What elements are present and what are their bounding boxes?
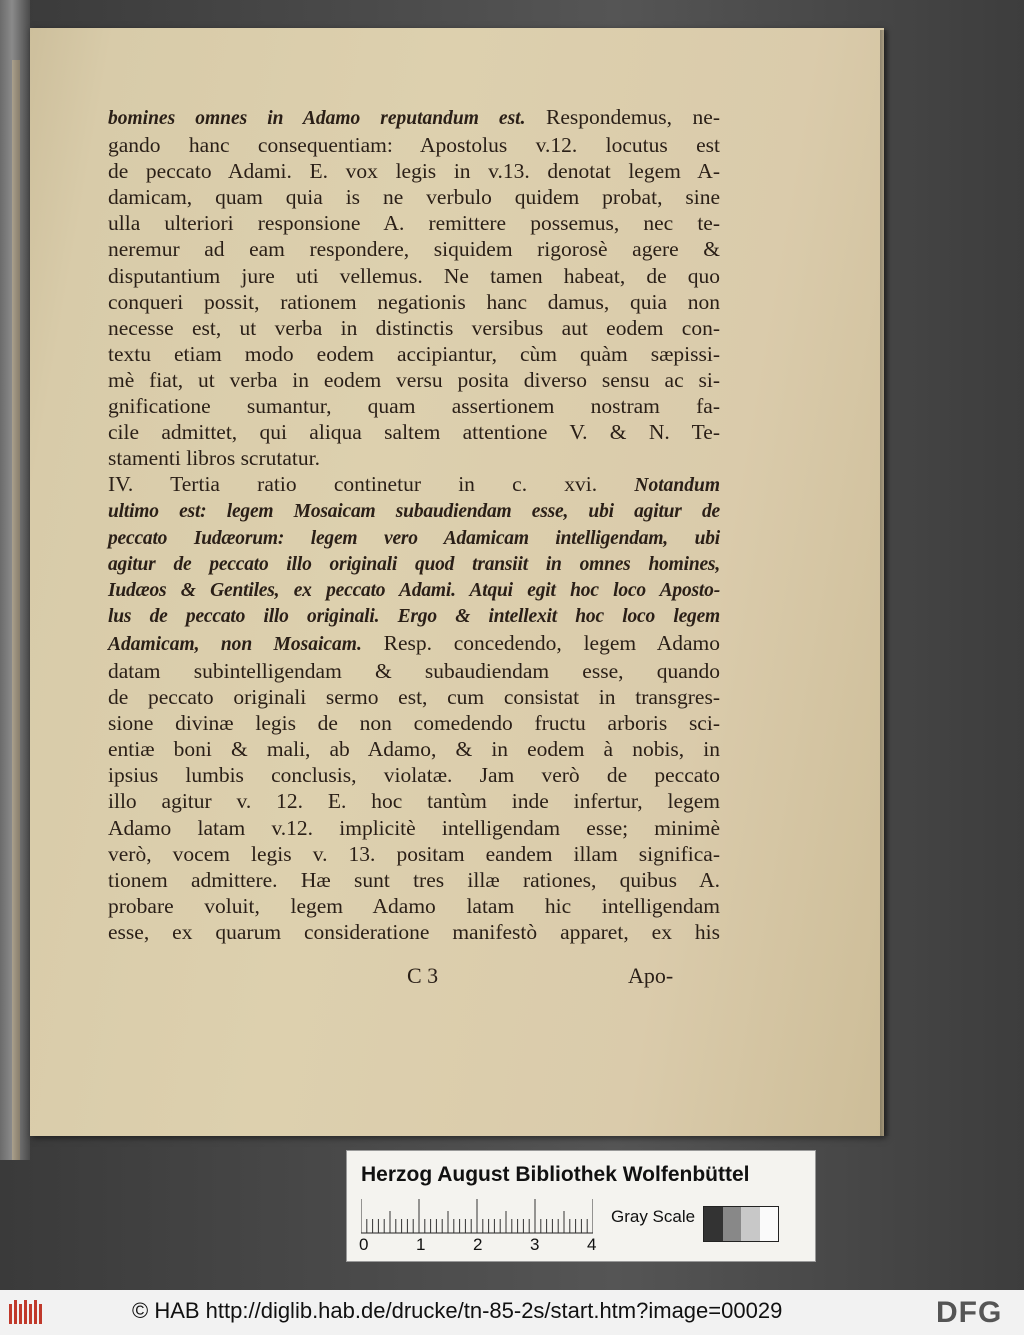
- gray-scale-swatch: [703, 1206, 779, 1242]
- page-text-block: [108, 104, 720, 945]
- text-line: [108, 471, 720, 499]
- text-line: disputantium jure uti vellemus. Ne tamen habeat, de quo: [108, 263, 720, 288]
- text-line: [108, 630, 720, 658]
- italic-segment: bomines omnes in Adamo reputandum est.: [108, 108, 526, 129]
- text-line: Iudæos & Gentiles, ex peccato Adami. Atqui egit hoc loco Aposto-: [108, 579, 720, 601]
- text-line: gando hanc consequentiam: Apostolus v.12. locutus est: [108, 133, 720, 158]
- text-line: de peccato originali sermo est, cum consistat in transgres-: [108, 685, 720, 710]
- text-line: textu etiam modo eodem accipiantur, cùm quàm sæpissi-: [108, 341, 720, 366]
- text-line: lus de peccato illo originali. Ergo & intellexit hoc loco legem: [108, 605, 720, 627]
- roman-segment: Resp. concedendo, legem Adamo: [361, 630, 720, 655]
- text-line: esse, ex quarum consideratione manifestò apparet, ex his: [108, 919, 720, 944]
- ruler-number: 0: [359, 1235, 369, 1254]
- copyright-url[interactable]: [132, 1298, 782, 1324]
- text-line: neremur ad eam respondere, siquidem rigorosè agere &: [108, 237, 720, 262]
- text-line: peccato Iudæorum: legem vero Adamicam intelligendam, ubi: [108, 527, 720, 549]
- text-line: mè fiat, ut verba in eodem versu posita diverso sensu ac si-: [108, 367, 720, 392]
- italic-segment: Notandum: [634, 475, 720, 497]
- roman-segment: Respondemus, ne-: [525, 105, 720, 129]
- text-line: Adamo latam v.12. implicitè intelligendam esse; minimè: [108, 815, 720, 840]
- text-line: agitur de peccato illo originali quod transiit in omnes homines,: [108, 553, 720, 575]
- ruler-number: 3: [530, 1235, 540, 1254]
- book-page-edge: [12, 60, 20, 1160]
- ruler-number: 1: [416, 1235, 426, 1254]
- catchword: Apo-: [628, 963, 674, 988]
- text-line: ipsius lumbis conclusis, violatæ. Jam verò de peccato: [108, 763, 720, 788]
- page-shadow: [880, 30, 890, 1136]
- text-line: damicam, quam quia is ne verbulo quidem probat, sine: [108, 185, 720, 210]
- text-line: necesse est, ut verba in distinctis versibus aut eodem con-: [108, 315, 720, 340]
- text-line: sione divinæ legis de non comedendo fructu arboris sci-: [108, 711, 720, 736]
- text-line: de peccato Adami. E. vox legis in v.13. denotat legem A-: [108, 159, 720, 184]
- text-line: tionem admittere. Hæ sunt tres illæ rationes, quibus A.: [108, 867, 720, 892]
- book-page: [30, 28, 884, 1136]
- hab-logo-icon: [8, 1298, 46, 1328]
- text-line: [108, 104, 720, 132]
- library-label-title: Herzog August Bibliothek Wolfenbüttel: [361, 1163, 750, 1186]
- text-line: stamenti libros scrutatur.: [108, 446, 320, 471]
- text-line: verò, vocem legis v. 13. positam eandem illam significa-: [108, 841, 720, 866]
- ruler-number: 4: [587, 1235, 597, 1254]
- dfg-logo: DFG: [936, 1296, 1003, 1329]
- ruler-numbers: [359, 1235, 609, 1255]
- text-line: gnificatione sumantur, quam assertionem nostram fa-: [108, 394, 720, 419]
- text-line: ulla ulteriori responsione A. remittere possemus, nec te-: [108, 211, 720, 236]
- roman-segment: IV. Tertia ratio continetur in c. xvi.: [108, 472, 635, 497]
- ruler-scale: [361, 1199, 593, 1235]
- footer-bar: [0, 1290, 1024, 1335]
- text-line: entiæ boni & mali, ab Adamo, & in eodem à nobis, in: [108, 737, 720, 762]
- text-line: cile admittet, qui aliqua saltem attentione V. & N. Te-: [108, 420, 720, 445]
- text-line: probare voluit, legem Adamo latam hic intelligendam: [108, 893, 720, 918]
- source-link[interactable]: © HAB http://diglib.hab.de/drucke/tn-85-2s/start.htm?image=00029: [132, 1298, 783, 1323]
- text-line: conqueri possit, rationem negationis hanc damus, quia non: [108, 289, 720, 314]
- text-line: illo agitur v. 12. E. hoc tantùm inde infertur, legem: [108, 789, 720, 814]
- text-line: ultimo est: legem Mosaicam subaudiendam esse, ubi agitur de: [108, 501, 720, 523]
- text-line: datam subintelligendam & subaudiendam esse, quando: [108, 658, 720, 683]
- gray-scale-label: Gray Scale: [611, 1207, 696, 1226]
- ruler-number: 2: [473, 1235, 483, 1254]
- italic-segment: Adamicam, non Mosaicam.: [108, 633, 362, 655]
- signature-mark: C 3: [407, 963, 439, 988]
- library-label: [346, 1150, 816, 1262]
